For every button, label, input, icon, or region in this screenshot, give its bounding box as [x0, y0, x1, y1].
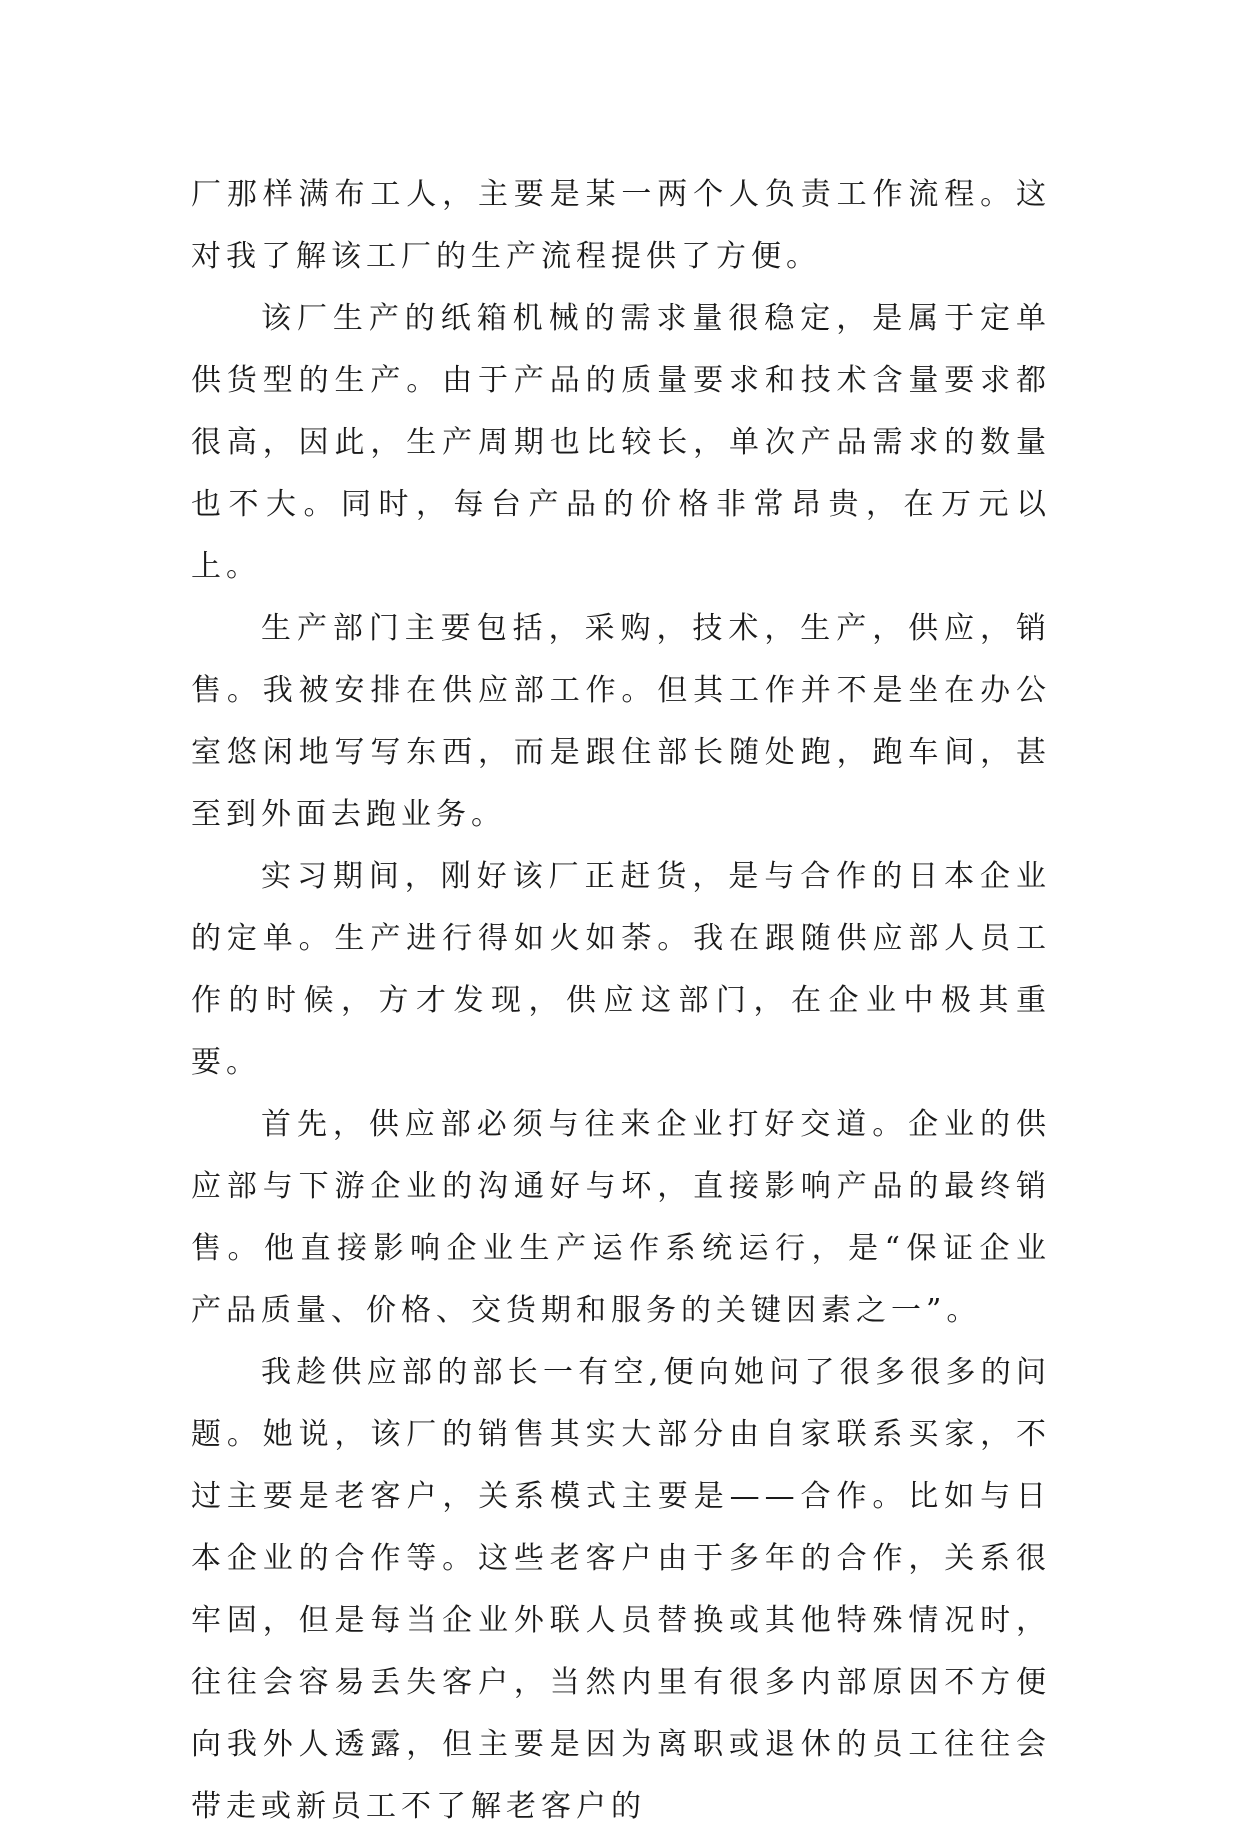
document-body: [191, 164, 1051, 1838]
paragraph: 首先，供应部必须与往来企业打好交道。企业的供应部与下游企业的沟通好与坏，直接影响产品的最终销售。他直接影响企业生产运作系统运行，是“保证企业产品质量、价格、交货期和服务的关键因素之一”。: [191, 1107, 1051, 1328]
paragraph-continued: 厂那样满布工人，主要是某一两个人负责工作流程。这对我了解该工厂的生产流程提供了方便。: [191, 177, 1051, 274]
paragraph: 生产部门主要包括，采购，技术，生产，供应，销售。我被安排在供应部工作。但其工作并不是坐在办公室悠闲地写写东西，而是跟住部长随处跑，跑车间，甚至到外面去跑业务。: [191, 611, 1051, 832]
paragraph: 我趁供应部的部长一有空,便向她问了很多很多的问题。她说，该厂的销售其实大部分由自家联系买家，不过主要是老客户，关系模式主要是——合作。比如与日本企业的合作等。这些老客户由于多年的合作，关系很牢固，但是每当企业外联人员替换或其他特殊情况时，往往会容易丢失客户，当然内里有很多内部原因不方便向我外人透露，但主要是因为离职或退休的员工往往会带走或新员工不了解老客户的: [191, 1355, 1051, 1824]
paragraph: 实习期间，刚好该厂正赶货，是与合作的日本企业的定单。生产进行得如火如荼。我在跟随供应部人员工作的时候，方才发现，供应这部门，在企业中极其重要。: [191, 859, 1051, 1080]
paragraph: 该厂生产的纸箱机械的需求量很稳定，是属于定单供货型的生产。由于产品的质量要求和技术含量要求都很高，因此，生产周期也比较长，单次产品需求的数量也不大。同时，每台产品的价格非常昂贵，在万元以上。: [191, 301, 1051, 584]
